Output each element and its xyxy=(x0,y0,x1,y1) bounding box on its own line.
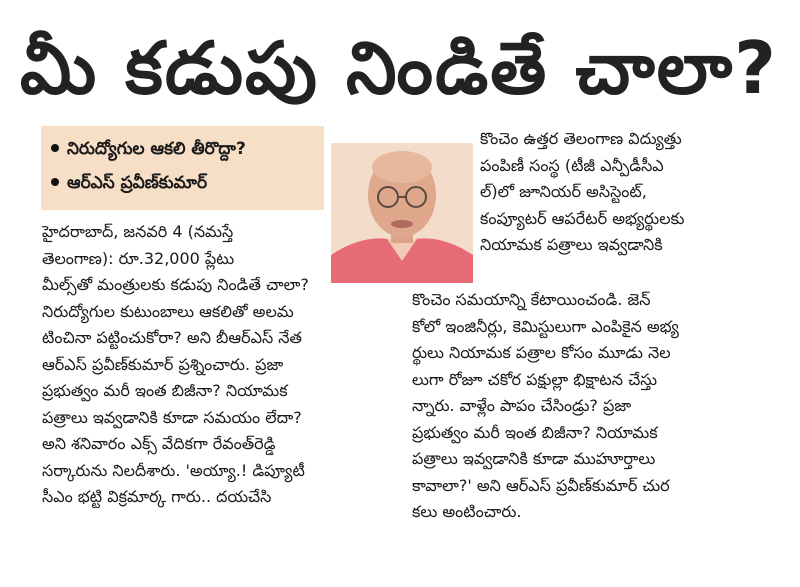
article-line: అని శనివారం ఎక్స్ వేదికగా రేవంత్‌రెడ్డి xyxy=(42,434,276,453)
article-line: టించినా పట్టించుకోరా? అని బీఆర్‌ఎస్ నేత xyxy=(42,328,302,347)
article-line: మీల్స్‌తో మంత్రులకు కడుపు నిండితే చాలా? xyxy=(42,275,309,294)
article-line: కలు అంటించారు. xyxy=(412,502,522,521)
article-column-right-top xyxy=(480,126,785,259)
article-line: కోలో ఇంజినీర్లు, కెమిస్టులుగా ఎంపికైన అభ్య xyxy=(412,316,679,336)
article-line: తెలంగాణ): రూ.32,000 ప్లేటు xyxy=(42,248,235,268)
article-line: ల్)లో జూనియర్ అసిస్టెంట్, xyxy=(480,182,647,201)
article-line: పత్రాలు ఇవ్వడానికి కూడా ముహూర్తాలు xyxy=(412,449,656,468)
article-column-left xyxy=(42,219,402,511)
article-line: ఆర్‌ఎస్ ప్రవీణ్‌కుమార్ ప్రశ్నించారు. ప్రజా xyxy=(42,354,284,374)
article-line: ప్రభుత్వం మరీ ఇంత బిజీనా? నియామక xyxy=(412,422,658,442)
highlight-text: ఆర్‌ఎస్ ప్రవీణ్‌కుమార్ xyxy=(67,173,208,193)
bullet-icon xyxy=(51,144,59,152)
article-line: కంప్యూటర్ ఆపరేటర్ అభ్యర్థులకు xyxy=(480,208,685,228)
highlight-text: నిరుద్యోగుల ఆకలి తీరొద్దా? xyxy=(67,139,246,159)
article-line: పత్రాలు ఇవ్వడానికి కూడా సమయం లేదా? xyxy=(42,407,302,427)
article-line: న్నారు. వాళ్లేం పాపం చేసిండ్రు? ప్రజా xyxy=(412,396,632,415)
article-line: లుగా రోజూ చకోర పక్షుల్లా భిక్షాటన చేస్తు xyxy=(412,369,658,389)
article-line: ప్రభుత్వం మరీ ఇంత బిజీనా? నియామక xyxy=(42,381,288,400)
highlight-item xyxy=(41,134,324,164)
article-line: కొంచెం సమయాన్ని కేటాయించండి. జెన్ xyxy=(412,290,651,309)
article-line: హైదరాబాద్, జనవరి 4 (నమస్తే xyxy=(42,222,234,241)
article-line: నిరుద్యోగుల కుటుంబాలు ఆకలితో అలమ xyxy=(42,301,294,321)
headline: మీ కడుపు నిండితే చాలా? xyxy=(20,26,778,110)
article-line: సీఎం భట్టి విక్రమార్క గారు.. దయచేసి xyxy=(42,487,272,506)
bullet-icon xyxy=(51,178,59,186)
article-line: పంపిణీ సంస్థ (టీజీ ఎన్పీడీసీఎ xyxy=(480,155,664,175)
article-line: ర్థులు నియామక పత్రాల కోసం మూడు నెల xyxy=(412,343,671,362)
article-column-right xyxy=(412,287,787,526)
article-line: కావాలా?' అని ఆర్‌ఎస్ ప్రవీణ్‌కుమార్ చుర xyxy=(412,475,670,495)
article-line: కొంచెం ఉత్తర తెలంగాణ విద్యుత్తు xyxy=(480,129,682,148)
article-line: నియామక పత్రాలు ఇవ్వడానికి xyxy=(480,235,663,254)
article-line: సర్కారును నిలదీశారు. 'అయ్యా.! డిప్యూటీ xyxy=(42,460,305,480)
highlights-box xyxy=(41,126,324,210)
highlight-item xyxy=(41,168,324,198)
